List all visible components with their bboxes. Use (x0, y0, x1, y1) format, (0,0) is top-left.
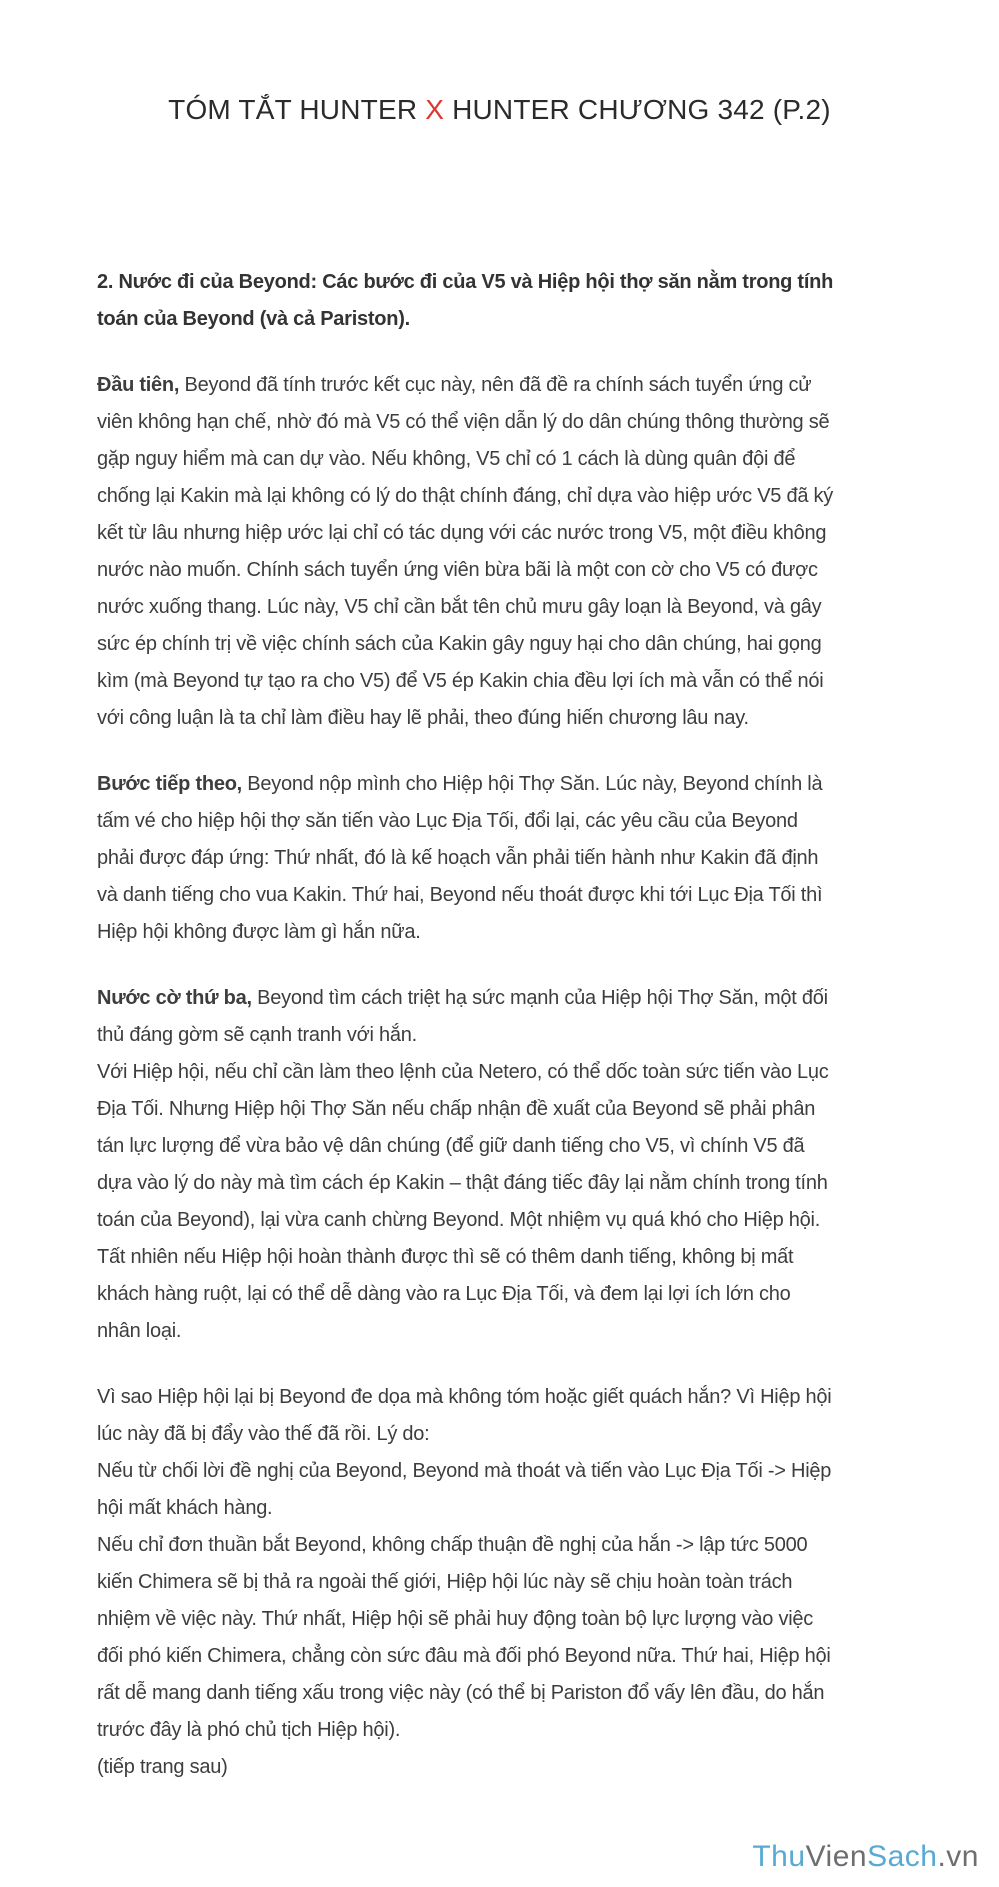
text-line: Địa Tối. Nhưng Hiệp hội Thợ Săn nếu chấp nhận đề xuất của Beyond sẽ phải phân (97, 1098, 816, 1120)
logo-segment: Vien (805, 1840, 868, 1873)
text-line: viên không hạn chế, nhờ đó mà V5 có thể viện dẫn lý do dân chúng thông thường sẽ (97, 411, 830, 433)
section-heading (97, 264, 915, 338)
paragraph (97, 980, 915, 1350)
text-line: hội mất khách hàng. (97, 1497, 273, 1519)
paragraph-lead-bold: Bước tiếp theo, (97, 773, 242, 795)
text-line: Đầu tiên, Beyond đã tính trước kết cục này, nên đã đề ra chính sách tuyển ứng cử (97, 374, 812, 396)
text-line: sức ép chính trị về việc chính sách của Kakin gây nguy hại cho dân chúng, hai gọng (97, 633, 822, 655)
logo-segment: Thu (752, 1840, 806, 1873)
text-line: nước xuống thang. Lúc này, V5 chỉ cần bắt tên chủ mưu gây loạn là Beyond, và gây (97, 596, 822, 618)
title-text-left: TÓM TẮT HUNTER (168, 94, 426, 125)
text-line: chống lại Kakin mà lại không có lý do thật chính đáng, chỉ dựa vào hiệp ước V5 đã ký (97, 485, 834, 507)
text-line: Tất nhiên nếu Hiệp hội hoàn thành được thì sẽ có thêm danh tiếng, không bị mất (97, 1246, 794, 1268)
section-heading-line: toán của Beyond (và cả Pariston). (97, 308, 410, 330)
text-line: tấm vé cho hiệp hội thợ săn tiến vào Lục Địa Tối, đổi lại, các yêu cầu của Beyond (97, 810, 798, 832)
text-line: khách hàng ruột, lại có thể dễ dàng vào ra Lục Địa Tối, và đem lại lợi ích lớn cho (97, 1283, 791, 1305)
paragraph (97, 367, 915, 737)
text-line: Bước tiếp theo, Beyond nộp mình cho Hiệp hội Thợ Săn. Lúc này, Beyond chính là (97, 773, 823, 795)
text-line: rất dễ mang danh tiếng xấu trong việc này (có thể bị Pariston đổ vấy lên đầu, do hắn (97, 1682, 825, 1704)
text-line: kiến Chimera sẽ bị thả ra ngoài thế giới, Hiệp hội lúc này sẽ chịu hoàn toàn trách (97, 1571, 793, 1593)
text-line: Nếu chỉ đơn thuần bắt Beyond, không chấp thuận đề nghị của hắn -> lập tức 5000 (97, 1534, 808, 1556)
text-line: tán lực lượng để vừa bảo vệ dân chúng (để giữ danh tiếng cho V5, vì chính V5 đã (97, 1135, 805, 1157)
text-line: Vì sao Hiệp hội lại bị Beyond đe dọa mà không tóm hoặc giết quách hắn? Vì Hiệp hội (97, 1386, 832, 1408)
text-line: và danh tiếng cho vua Kakin. Thứ hai, Beyond nếu thoát được khi tới Lục Địa Tối thì (97, 884, 823, 906)
text-line: nước nào muốn. Chính sách tuyển ứng viên bừa bãi là một con cờ cho V5 có được (97, 559, 818, 581)
title-x-accent: X (425, 94, 445, 125)
title-text-right: HUNTER CHƯƠNG 342 (P.2) (444, 94, 831, 125)
logo-segment: Sach (867, 1840, 938, 1873)
text-line: phải được đáp ứng: Thứ nhất, đó là kế hoạch vẫn phải tiến hành như Kakin đã định (97, 847, 819, 869)
text-line: Hiệp hội không được làm gì hắn nữa. (97, 921, 421, 943)
section-heading-line: 2. Nước đi của Beyond: Các bước đi của V5 và Hiệp hội thợ săn nằm trong tính (97, 271, 834, 293)
text-line: trước đây là phó chủ tịch Hiệp hội). (97, 1719, 401, 1741)
paragraph-lead-bold: Nước cờ thứ ba, (97, 987, 252, 1009)
paragraph (97, 766, 915, 951)
text-line: toán của Beyond), lại vừa canh chừng Beyond. Một nhiệm vụ quá khó cho Hiệp hội. (97, 1209, 821, 1231)
logo-segment: .vn (937, 1840, 979, 1873)
text-line: Nước cờ thứ ba, Beyond tìm cách triệt hạ sức mạnh của Hiệp hội Thợ Săn, một đối (97, 987, 828, 1009)
text-line: với công luận là ta chỉ làm điều hay lẽ phải, theo đúng hiến chương lâu nay. (97, 707, 749, 729)
article-body (97, 264, 915, 1786)
text-line: kết từ lâu nhưng hiệp ước lại chỉ có tác dụng với các nước trong V5, một điều không (97, 522, 827, 544)
paragraph-lead-bold: Đầu tiên, (97, 374, 180, 396)
text-line: nhiệm về việc này. Thứ nhất, Hiệp hội sẽ phải huy động toàn bộ lực lượng vào việc (97, 1608, 814, 1630)
thuviensach-logo[interactable] (752, 1840, 979, 1874)
text-line: nhân loại. (97, 1320, 182, 1342)
text-line: Nếu từ chối lời đề nghị của Beyond, Beyond mà thoát và tiến vào Lục Địa Tối -> Hiệp (97, 1460, 832, 1482)
text-line: (tiếp trang sau) (97, 1756, 228, 1778)
page-title (0, 94, 999, 126)
text-line: thủ đáng gờm sẽ cạnh tranh với hắn. (97, 1024, 417, 1046)
text-line: đối phó kiến Chimera, chẳng còn sức đâu mà đối phó Beyond nữa. Thứ hai, Hiệp hội (97, 1645, 831, 1667)
text-line: Với Hiệp hội, nếu chỉ cần làm theo lệnh của Netero, có thể dốc toàn sức tiến vào Lục (97, 1061, 829, 1083)
text-line: dựa vào lý do này mà tìm cách ép Kakin – thật đáng tiếc đây lại nằm chính trong tính (97, 1172, 828, 1194)
text-line: gặp nguy hiểm mà can dự vào. Nếu không, V5 chỉ có 1 cách là dùng quân đội để (97, 448, 796, 470)
paragraphs-container (97, 367, 915, 1786)
text-line: lúc này đã bị đẩy vào thế đã rồi. Lý do: (97, 1423, 430, 1445)
paragraph (97, 1379, 915, 1786)
text-line: kìm (mà Beyond tự tạo ra cho V5) để V5 ép Kakin chia đều lợi ích mà vẫn có thể nói (97, 670, 824, 692)
